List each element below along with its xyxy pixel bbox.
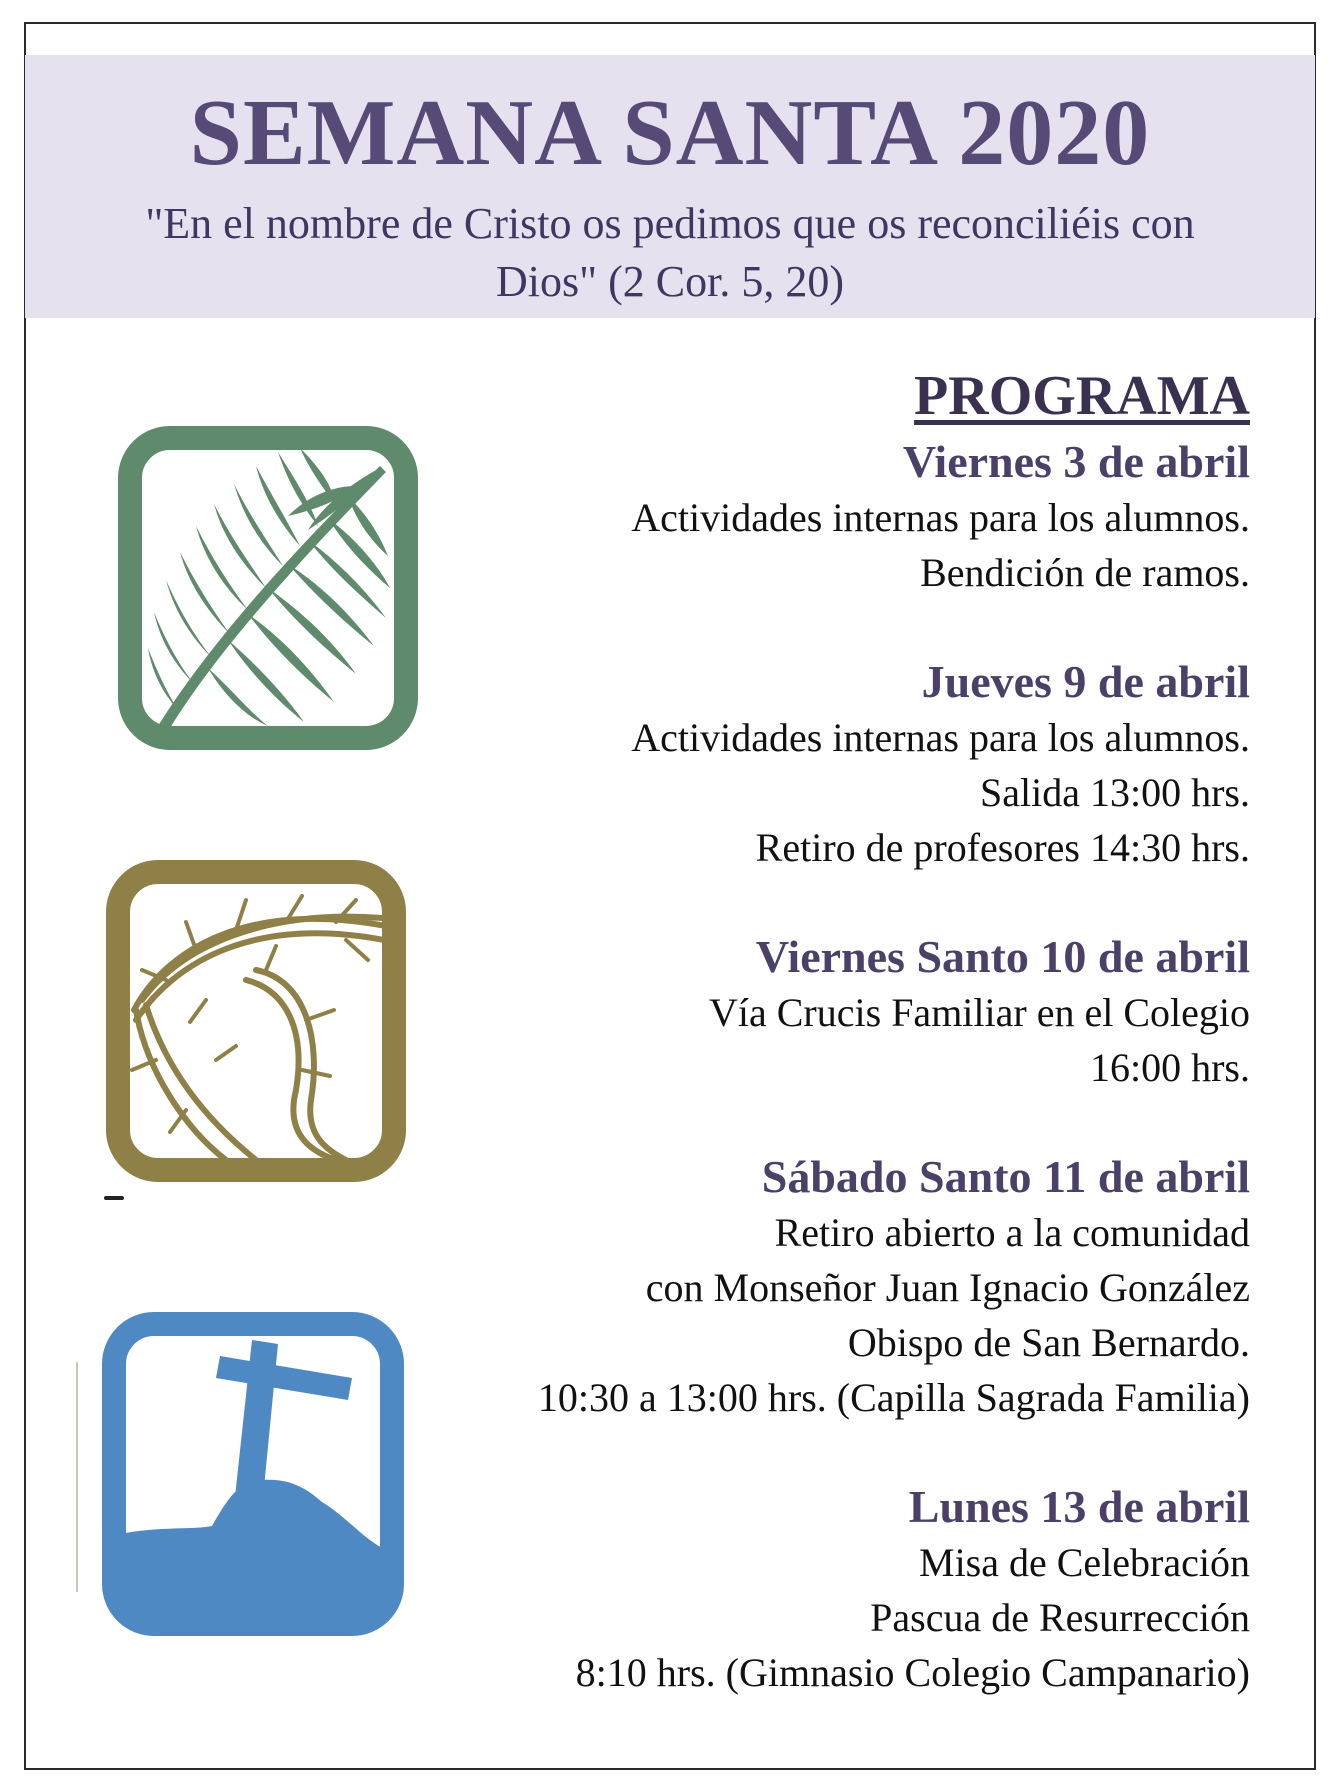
event-detail: Actividades internas para los alumnos.: [631, 715, 1250, 760]
event-detail: Vía Crucis Familiar en el Colegio: [709, 990, 1250, 1035]
event-detail: Pascua de Resurrección: [870, 1595, 1250, 1640]
event-item: [350, 1479, 1250, 1700]
divider-line: [76, 1362, 78, 1592]
event-item: [350, 434, 1250, 600]
event-detail: 8:10 hrs. (Gimnasio Colegio Campanario): [575, 1650, 1250, 1695]
page-title: SEMANA SANTA 2020: [189, 81, 1151, 185]
event-detail: 16:00 hrs.: [1090, 1045, 1250, 1090]
event-detail: Misa de Celebración: [919, 1540, 1250, 1585]
event-detail: Retiro abierto a la comunidad: [774, 1210, 1250, 1255]
page-subtitle: "En el nombre de Cristo os pedimos que os reconciliéis con Dios" (2 Cor. 5, 20): [145, 199, 1195, 306]
event-detail: con Monseñor Juan Ignacio González: [645, 1265, 1250, 1310]
event-detail: Salida 13:00 hrs.: [980, 770, 1250, 815]
small-mark: [104, 1196, 124, 1200]
event-date: Jueves 9 de abril: [921, 656, 1250, 707]
program-section: [350, 364, 1250, 1754]
event-detail: Obispo de San Bernardo.: [847, 1320, 1250, 1365]
event-detail: Actividades internas para los alumnos.: [631, 495, 1250, 540]
event-detail: Retiro de profesores 14:30 hrs.: [755, 825, 1250, 870]
event-detail: Bendición de ramos.: [920, 550, 1250, 595]
event-item: [350, 929, 1250, 1095]
event-date: Sábado Santo 11 de abril: [761, 1151, 1250, 1202]
header-banner: [25, 55, 1315, 318]
event-item: [350, 654, 1250, 875]
event-date: Viernes 3 de abril: [902, 436, 1250, 487]
event-date: Viernes Santo 10 de abril: [755, 931, 1250, 982]
events-list: [350, 434, 1250, 1700]
program-heading: PROGRAMA: [914, 365, 1250, 427]
event-detail: 10:30 a 13:00 hrs. (Capilla Sagrada Familia): [537, 1375, 1250, 1420]
event-date: Lunes 13 de abril: [908, 1481, 1250, 1532]
event-item: [350, 1149, 1250, 1425]
